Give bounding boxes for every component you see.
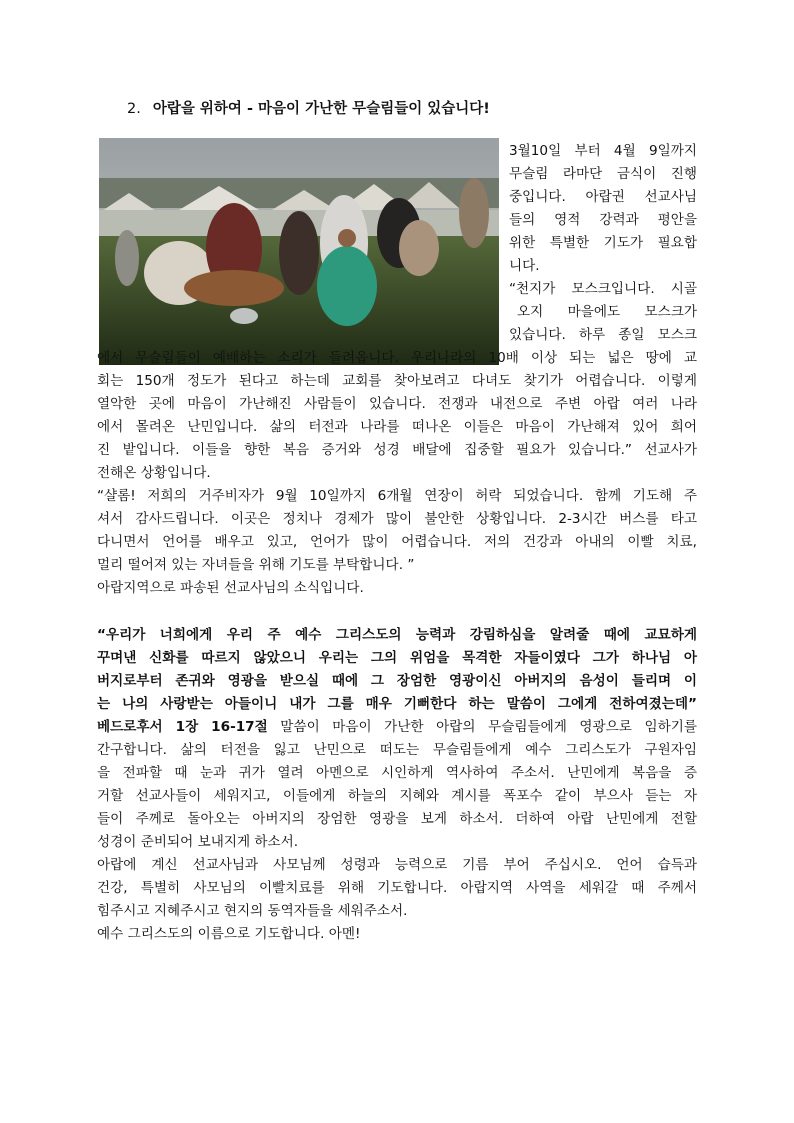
refugee-photo (99, 138, 499, 365)
verse-line: 는 나의 사랑받는 아들이니 내가 그를 매우 기뻐한다 하는 말씀이 그에게 전하여졌는데” (97, 696, 697, 712)
verse-reference: 베드로후서 1장 16-17절 (97, 719, 268, 735)
verse-line: 꾸며낸 신화를 따르지 않았으니 우리는 그의 위엄을 목격한 자들이였다 그가 하나님 아 (97, 650, 697, 666)
body-line: “샬롬! 저희의 거주비자가 9월 10일까지 6개월 연장이 허락 되었습니다. 함께 기도해 주 (97, 488, 697, 504)
prayer-line: 아랍에 계신 선교사님과 사모님께 성령과 능력으로 기름 부어 주십시오. 언어 습득과 (97, 857, 697, 873)
section-heading (127, 99, 490, 119)
body-line: 에서 무슬림들이 예배하는 소리가 들려옵니다. 우리나라의 10배 이상 되는 넓은 땅에 교 (97, 350, 697, 366)
side-line: 3월10일 부터 4월 9일까지 (509, 143, 697, 159)
prayer-line: 을 전파할 때 눈과 귀가 열려 아멘으로 시인하게 역사하여 주소서. 난민에게 복음을 증 (97, 765, 697, 781)
side-line: 니다. (509, 258, 540, 274)
body-line: 열악한 곳에 마음이 가난해진 사람들이 있습니다. 전쟁과 내전으로 주변 아랍 여러 나라 (97, 396, 697, 412)
side-line: 들의 영적 강력과 평안을 (509, 212, 697, 228)
body-line: 멀리 떨어져 있는 자녀들을 위해 기도를 부탁합니다. ” (97, 557, 415, 573)
side-line: 중입니다. 아랍권 선교사님 (509, 189, 697, 205)
prayer-line: 힘주시고 지혜주시고 현지의 동역자들을 세워주소서. (97, 903, 408, 919)
body-line: 진 밭입니다. 이들을 향한 복음 증거와 성경 배달에 집중할 필요가 있습니다.” 선교사가 (97, 442, 697, 458)
side-column-text (509, 140, 697, 347)
verse-reference-line (97, 716, 697, 739)
prayer-line: 성경이 준비되어 보내지게 하소서. (97, 834, 299, 850)
prayer-line: 거할 선교사들이 세워지고, 이들에게 하늘의 지혜와 계시를 폭포수 같이 부으사 듣는 자 (97, 788, 697, 804)
verse-line: “우리가 너희에게 우리 주 예수 그리스도의 능력과 강림하심을 알려줄 때에 교묘하게 (97, 627, 697, 643)
prayer-line: 들이 주께로 돌아오는 아버지의 장엄한 영광을 보게 하소서. 더하여 아랍 난민에게 전할 (97, 811, 697, 827)
prayer-line: 건강, 특별히 사모님의 이빨치료를 위해 기도합니다. 아랍지역 사역을 세워갈 때 주께서 (97, 880, 697, 896)
side-line: 무슬림 라마단 금식이 진행 (509, 166, 697, 182)
side-line: 있습니다. 하루 종일 모스크 (509, 327, 697, 343)
body-line: 에서 몰려온 난민입니다. 삶의 터전과 나라를 떠나온 이들은 마음이 가난해져 있어 희어 (97, 419, 697, 435)
side-line: 위한 특별한 기도가 필요합 (509, 235, 697, 251)
body-line: 다니면서 언어를 배우고 있고, 언어가 많이 어렵습니다. 저의 건강과 아내의 이빨 치료, (97, 534, 697, 550)
prayer-line: 간구합니다. 삶의 터전을 잃고 난민으로 떠도는 무슬림들에게 예수 그리스도가 구원자임 (97, 742, 697, 758)
side-line: 오지 마을에도 모스크가 (517, 304, 697, 320)
prayer-line: 예수 그리스도의 이름으로 기도합니다. 아멘! (97, 926, 361, 942)
body-line: 전해온 상황입니다. (97, 465, 211, 481)
reference-continuation: 말씀이 마음이 가난한 아랍의 무슬림들에게 영광으로 임하기를 (267, 719, 697, 735)
section-number: 2. (127, 101, 141, 117)
verse-line: 버지로부터 존귀와 영광을 받으실 때에 그 장엄한 영광이신 아버지의 음성이 들리며 이 (97, 673, 697, 689)
body-line: 회는 150개 정도가 된다고 하는데 교회를 찾아보려고 다녀도 찾기가 어렵습니다. 이렇게 (97, 373, 697, 389)
body-line: 아랍지역으로 파송된 선교사님의 소식입니다. (97, 580, 364, 596)
side-line: “천지가 모스크입니다. 시골 (509, 281, 697, 297)
body-line: 셔서 감사드립니다. 이곳은 정치나 경제가 많이 불안한 상황입니다. 2-3시간 버스를 타고 (97, 511, 697, 527)
section-title: 아랍을 위하여 - 마음이 가난한 무슬림들이 있습니다! (152, 101, 490, 117)
